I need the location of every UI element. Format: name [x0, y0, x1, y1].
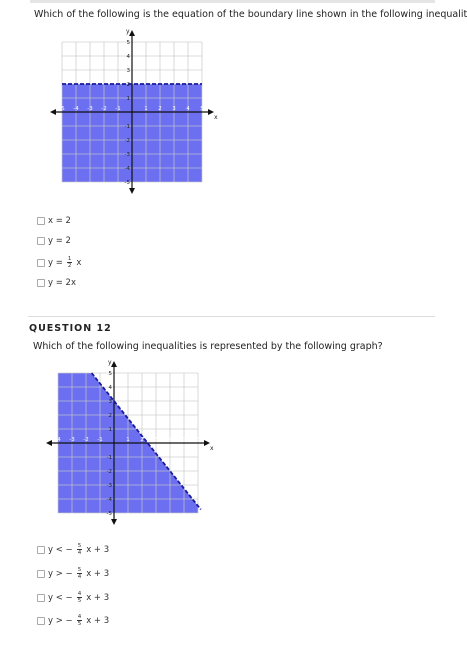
checkbox-icon[interactable]: [37, 259, 45, 267]
question-1-graph: [50, 28, 218, 198]
option-suffix: x + 3: [86, 615, 110, 626]
y-tick-label: -5: [124, 180, 130, 186]
y-tick-label: 2: [108, 413, 112, 419]
option-text: y = 2: [48, 236, 71, 246]
y-tick-label: 4: [108, 385, 112, 391]
x-tick-label: -2: [101, 106, 107, 112]
option-prefix: y > −: [48, 568, 73, 579]
x-tick-label: 2: [140, 437, 144, 443]
y-tick-label: 5: [126, 40, 130, 46]
x-axis-arrow-left: [46, 440, 52, 446]
y-axis-label: y: [108, 359, 112, 366]
y-tick-label: 3: [108, 399, 112, 405]
y-axis-arrow-down: [129, 188, 135, 194]
q2-option-4[interactable]: [37, 614, 109, 627]
y-tick-label: -4: [106, 497, 112, 503]
y-tick-label: -1: [124, 124, 130, 130]
x-tick-label: 3: [154, 437, 158, 443]
question-2-text: Which of the following inequalities is represented by the following graph?: [33, 341, 383, 352]
x-tick-label: 4: [186, 106, 190, 112]
x-tick-label: -3: [87, 106, 93, 112]
option-suffix: x + 3: [86, 568, 110, 579]
x-tick-label: -3: [69, 437, 75, 443]
y-axis-label: y: [126, 28, 130, 35]
fraction: $\frac{4}{5}$: [77, 614, 82, 627]
x-tick-label: -1: [97, 437, 103, 443]
x-tick-label: 1: [144, 106, 148, 112]
option-prefix: y > −: [48, 615, 73, 626]
x-tick-label: 1: [126, 437, 130, 443]
top-rule: [30, 0, 435, 3]
x-tick-label: -1: [115, 106, 121, 112]
q1-option-1[interactable]: [37, 216, 71, 226]
x-axis-label: x: [214, 114, 218, 121]
y-tick-label: -2: [124, 138, 130, 144]
q1-option-4[interactable]: [37, 278, 76, 288]
fraction: $\frac{5}{4}$: [77, 567, 82, 580]
option-text: x = 2: [48, 216, 71, 226]
y-axis-arrow-up: [111, 361, 117, 367]
x-tick-label: 5: [182, 437, 186, 443]
option-suffix: x + 3: [86, 592, 110, 603]
checkbox-icon[interactable]: [37, 617, 45, 625]
x-tick-label: -4: [73, 106, 79, 112]
x-tick-label: 3: [172, 106, 176, 112]
y-tick-label: -2: [106, 469, 112, 475]
x-tick-label: 4: [168, 437, 172, 443]
q2-option-2[interactable]: [37, 567, 109, 580]
x-tick-label: -5: [59, 106, 65, 112]
x-axis-label: x: [210, 445, 214, 452]
x-tick-label: -4: [55, 437, 61, 443]
x-tick-label: 2: [158, 106, 162, 112]
y-axis-arrow-up: [129, 30, 135, 36]
q1-option-3[interactable]: [37, 256, 81, 269]
y-tick-label: -5: [106, 511, 112, 517]
fraction: $\frac{1}{2}$: [67, 256, 72, 269]
checkbox-icon[interactable]: [37, 570, 45, 578]
y-tick-label: 4: [126, 54, 130, 60]
option-text: y = 2x: [48, 278, 76, 288]
checkbox-icon[interactable]: [37, 279, 45, 287]
y-tick-label: 3: [126, 68, 130, 74]
checkbox-icon[interactable]: [37, 237, 45, 245]
y-tick-label: 5: [108, 371, 112, 377]
question-1-text: Which of the following is the equation of the boundary line shown in the following inequalit: [34, 9, 467, 20]
fraction: $\frac{5}{4}$: [77, 543, 82, 556]
x-axis-arrow-left: [50, 109, 56, 115]
option-prefix: y < −: [48, 544, 73, 555]
question-2-heading: QUESTION 12: [29, 323, 112, 334]
y-tick-label: 1: [126, 96, 130, 102]
q2-option-1[interactable]: [37, 543, 109, 556]
checkbox-icon[interactable]: [37, 217, 45, 225]
question-2-graph: [40, 358, 215, 528]
q1-option-2[interactable]: [37, 236, 71, 246]
y-tick-label: -3: [106, 483, 112, 489]
x-tick-label: 6: [196, 437, 200, 443]
section-divider: [28, 316, 435, 317]
x-tick-label: -2: [83, 437, 89, 443]
checkbox-icon[interactable]: [37, 594, 45, 602]
option-suffix: x + 3: [86, 544, 110, 555]
y-tick-label: -4: [124, 166, 130, 172]
y-tick-label: 1: [108, 427, 112, 433]
x-tick-label: 5: [200, 106, 204, 112]
option-suffix: x: [76, 257, 82, 268]
q2-option-3[interactable]: [37, 591, 109, 604]
checkbox-icon[interactable]: [37, 546, 45, 554]
option-prefix: y =: [48, 257, 63, 268]
y-tick-label: 2: [126, 82, 130, 88]
y-tick-label: -1: [106, 455, 112, 461]
option-prefix: y < −: [48, 592, 73, 603]
fraction: $\frac{4}{5}$: [77, 591, 82, 604]
y-tick-label: -3: [124, 152, 130, 158]
y-axis-arrow-down: [111, 519, 117, 525]
